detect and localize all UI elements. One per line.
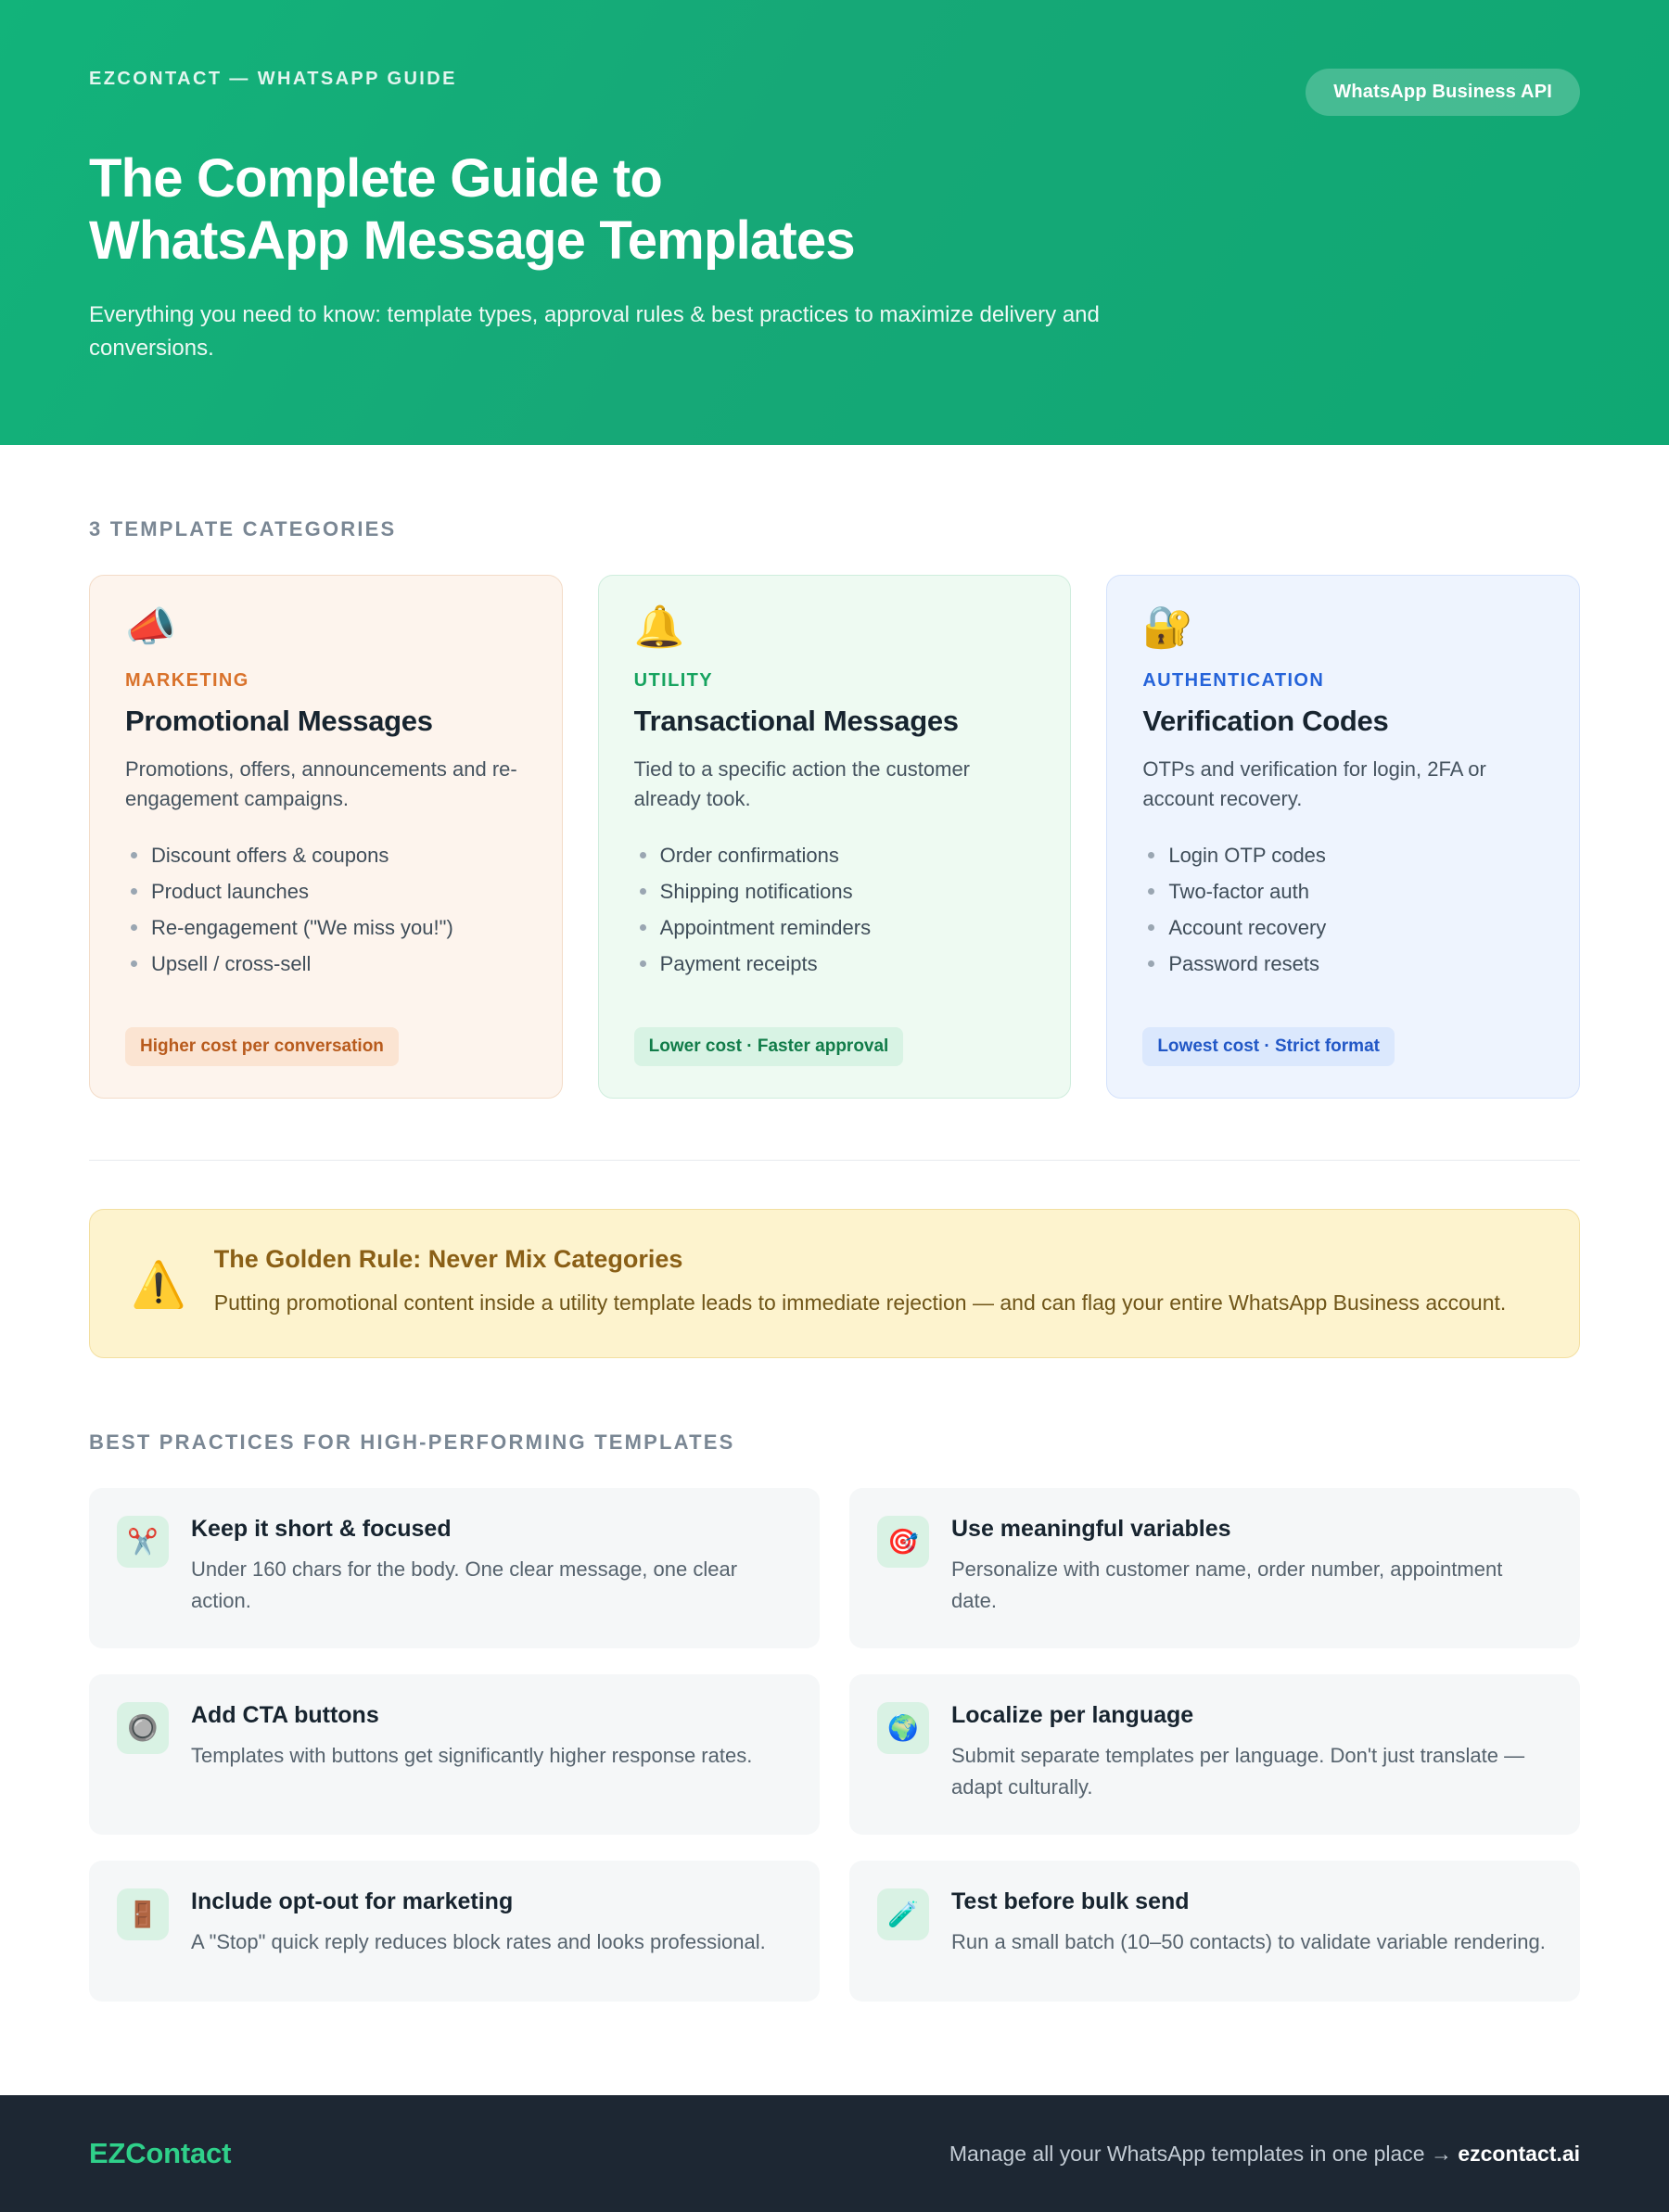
best-practice-body	[191, 1516, 788, 1617]
list-item: Payment receipts	[634, 947, 1038, 980]
category-card-authentication	[1106, 575, 1580, 1099]
callout-title: The Golden Rule: Never Mix Categories	[213, 1245, 683, 1274]
best-practice-title: Include opt-out for marketing	[191, 1888, 514, 1915]
status-badge: WhatsApp Business API	[1306, 69, 1580, 116]
best-practice-text: Personalize with customer name, order number, appointment date.	[951, 1557, 1503, 1612]
footer-note-text: Manage all your WhatsApp templates in one place →	[949, 2141, 1459, 2166]
megaphone-icon: 📣	[125, 604, 176, 650]
category-example-list	[1142, 839, 1546, 985]
page-footer	[0, 2095, 1669, 2212]
category-cost-badge: Higher cost per conversation	[125, 1027, 399, 1066]
footer-note	[949, 2142, 1580, 2167]
categories-section-label: 3 TEMPLATE CATEGORIES	[89, 516, 397, 540]
footer-brand: EZContact	[89, 2137, 232, 2169]
section-divider	[89, 1160, 1580, 1162]
golden-rule-callout	[89, 1209, 1580, 1358]
best-practice-text: Under 160 chars for the body. One clear message, one clear action.	[191, 1557, 738, 1612]
best-practices-section-label: BEST PRACTICES FOR HIGH-PERFORMING TEMPLATES	[89, 1430, 735, 1454]
category-card-grid	[89, 575, 1580, 1099]
category-title: Promotional Messages	[125, 704, 433, 737]
best-practice-text: Templates with buttons get significantly higher response rates.	[191, 1743, 753, 1767]
callout-body	[214, 1245, 1507, 1320]
best-practice-title: Add CTA buttons	[191, 1701, 379, 1728]
hero-top-row	[89, 69, 1580, 116]
best-practices-grid	[89, 1488, 1580, 2002]
door-icon: 🚪	[117, 1888, 169, 1940]
best-practice-title: Test before bulk send	[951, 1888, 1190, 1915]
scissors-icon: ✂️	[117, 1516, 169, 1568]
list-item: Two-factor auth	[1142, 875, 1546, 908]
best-practice-card	[849, 1674, 1580, 1835]
footer-link[interactable]: ezcontact.ai	[1458, 2141, 1580, 2166]
page-title-line-1: The Complete Guide to	[89, 148, 663, 209]
content-body	[0, 445, 1669, 2010]
category-cost-badge: Lower cost · Faster approval	[634, 1027, 904, 1066]
category-description: OTPs and verification for login, 2FA or account recovery.	[1142, 756, 1486, 811]
category-kicker: AUTHENTICATION	[1142, 669, 1325, 691]
page-title-line-2: WhatsApp Message Templates	[89, 210, 855, 272]
best-practice-card	[849, 1861, 1580, 2002]
best-practice-title: Use meaningful variables	[951, 1515, 1231, 1542]
best-practice-body	[191, 1888, 766, 1958]
list-item: Upsell / cross-sell	[125, 947, 529, 980]
list-item: Password resets	[1142, 947, 1546, 980]
best-practice-title: Localize per language	[951, 1701, 1194, 1728]
hero-header	[0, 0, 1669, 445]
best-practice-body	[951, 1516, 1548, 1617]
category-title: Verification Codes	[1142, 704, 1389, 737]
warning-icon: ⚠️	[131, 1261, 186, 1311]
hero-subtitle: Everything you need to know: template types, approval rules & best practices to maximize delivery and conversions.	[89, 301, 1100, 361]
best-practice-card	[89, 1861, 820, 2002]
list-item: Shipping notifications	[634, 875, 1038, 908]
list-item: Login OTP codes	[1142, 839, 1546, 871]
lock-icon: 🔐	[1142, 604, 1194, 650]
best-practice-card	[89, 1488, 820, 1648]
target-icon: 🎯	[877, 1516, 929, 1568]
best-practice-body	[951, 1888, 1546, 1958]
category-description: Promotions, offers, announcements and re-engagement campaigns.	[125, 756, 517, 811]
category-example-list	[125, 839, 529, 985]
category-description: Tied to a specific action the customer already took.	[633, 756, 971, 811]
list-item: Product launches	[125, 875, 529, 908]
category-cost-badge: Lowest cost · Strict format	[1142, 1027, 1395, 1066]
button-icon: 🔘	[117, 1702, 169, 1754]
list-item: Account recovery	[1142, 911, 1546, 944]
bell-icon: 🔔	[633, 604, 685, 650]
best-practice-card	[849, 1488, 1580, 1648]
best-practice-card	[89, 1674, 820, 1835]
best-practice-text: Run a small batch (10–50 contacts) to validate variable rendering.	[951, 1930, 1546, 1954]
category-card-marketing	[89, 575, 563, 1099]
list-item: Discount offers & coupons	[125, 839, 529, 871]
hero-eyebrow: EZCONTACT — WHATSAPP GUIDE	[89, 69, 457, 89]
list-item: Re-engagement ("We miss you!")	[125, 911, 529, 944]
callout-text: Putting promotional content inside a utility template leads to immediate rejection — and can flag your entire WhatsApp Business account.	[213, 1290, 1507, 1316]
category-example-list	[634, 839, 1038, 985]
category-kicker: MARKETING	[125, 669, 249, 691]
best-practice-body	[191, 1702, 752, 1772]
page-title	[89, 147, 1109, 273]
list-item: Order confirmations	[634, 839, 1038, 871]
category-kicker: UTILITY	[633, 669, 714, 691]
best-practice-body	[951, 1702, 1548, 1803]
category-title: Transactional Messages	[633, 704, 959, 737]
best-practice-title: Keep it short & focused	[191, 1515, 452, 1542]
category-card-utility	[598, 575, 1072, 1099]
list-item: Appointment reminders	[634, 911, 1038, 944]
best-practice-text: A "Stop" quick reply reduces block rates and looks professional.	[191, 1930, 766, 1954]
best-practice-text: Submit separate templates per language. Don't just translate — adapt culturally.	[951, 1743, 1525, 1799]
test-tube-icon: 🧪	[877, 1888, 929, 1940]
globe-icon: 🌍	[877, 1702, 929, 1754]
